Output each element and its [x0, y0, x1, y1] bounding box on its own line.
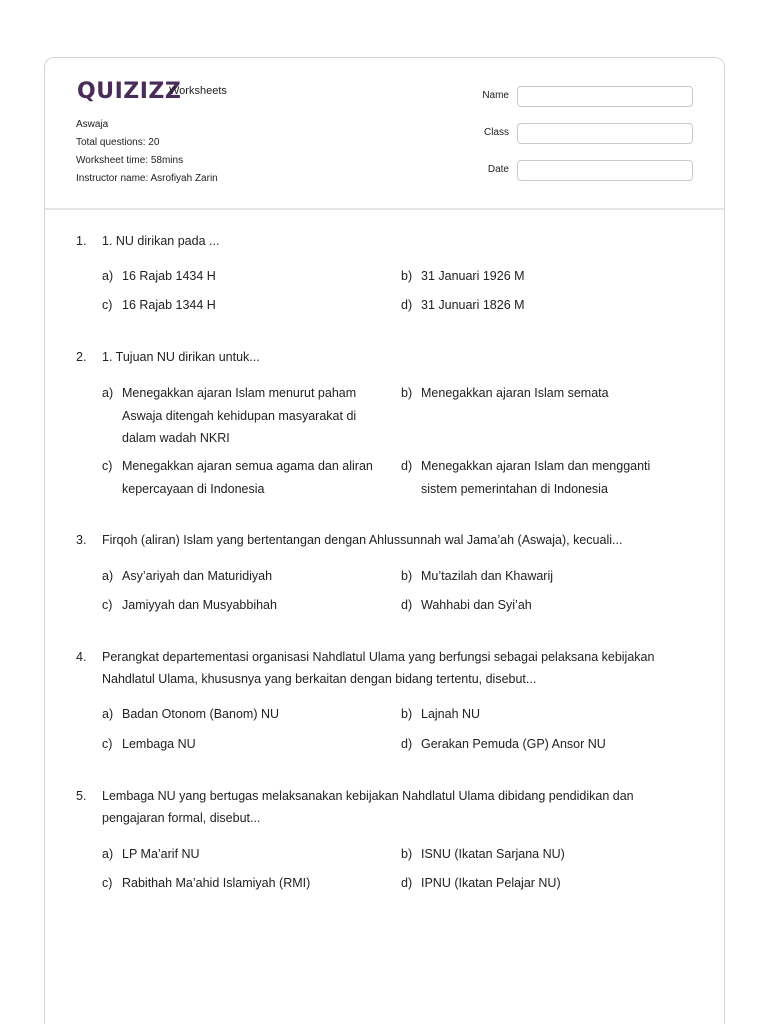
option-a[interactable] [102, 382, 390, 452]
question-number: 5. [76, 789, 87, 803]
worksheet-name: Aswaja [76, 119, 109, 130]
option-letter: b) [401, 269, 413, 283]
brand-wordmark: QUIZIZZ [77, 79, 182, 104]
worksheet-header [45, 58, 724, 210]
option-letter: b) [401, 569, 413, 583]
option-letter: a) [102, 707, 114, 721]
option-letter: a) [102, 569, 114, 583]
question-text: Lembaga NU yang bertugas melaksanakan kebijakan Nahdlatul Ulama dibidang pendidikan dan pengajaran formal, disebut... [102, 789, 634, 825]
option-text: Gerakan Pemuda (GP) Ansor NU [421, 737, 606, 751]
date-label: Date [487, 164, 509, 175]
option-text: Mu’tazilah dan Khawarij [421, 569, 554, 583]
brand-subtitle: Worksheets [169, 85, 227, 97]
option-letter: c) [102, 737, 113, 751]
name-field[interactable] [517, 86, 693, 107]
question-text: Firqoh (aliran) Islam yang bertentangan dengan Ahlussunnah wal Jama’ah (Aswaja), kecuali... [102, 533, 623, 547]
option-text: 16 Rajab 1434 H [122, 269, 216, 283]
option-letter: d) [401, 737, 413, 751]
option-letter: a) [102, 386, 114, 400]
question-number: 1. [76, 234, 87, 248]
date-field[interactable] [517, 160, 693, 181]
option-text: 16 Rajab 1344 H [122, 298, 216, 312]
option-text: Jamiyyah dan Musyabbihah [122, 598, 277, 612]
option-letter: a) [102, 269, 114, 283]
option-text: Asy’ariyah dan Maturidiyah [122, 569, 273, 583]
option-text: Menegakkan ajaran Islam semata [421, 386, 609, 400]
option-letter: c) [102, 298, 113, 312]
question-number: 4. [76, 650, 87, 664]
question-number: 3. [76, 533, 87, 547]
question-text: 1. NU dirikan pada ... [102, 234, 220, 248]
total-questions: Total questions: 20 [76, 137, 160, 148]
option-letter: a) [102, 847, 114, 861]
instructor-name: Instructor name: Asrofiyah Zarin [76, 173, 218, 184]
worksheet [44, 57, 725, 1024]
option-text: Wahhabi dan Syi’ah [421, 598, 532, 612]
question-text: Perangkat departementasi organisasi Nahdlatul Ulama yang berfungsi sebagai pelaksana kebijakan Nahdlatul Ulama, khususnya yang berkaitan dengan bidang tertentu, disebut... [102, 650, 655, 686]
option-letter: b) [401, 707, 413, 721]
option-letter: d) [401, 876, 413, 890]
option-letter: d) [401, 598, 413, 612]
option-text: Lembaga NU [122, 737, 196, 751]
worksheet-meta [76, 116, 218, 188]
class-field[interactable] [517, 123, 693, 144]
option-c[interactable] [102, 455, 392, 501]
worksheet-time: Worksheet time: 58mins [76, 155, 184, 166]
option-letter: c) [102, 598, 113, 612]
option-text: Menegakkan ajaran semua agama dan aliran kepercayaan di Indonesia [122, 459, 373, 496]
option-text: Menegakkan ajaran Islam menurut paham Aswaja ditengah kehidupan masyarakat di dalam wadah NKRI [122, 386, 357, 445]
class-label: Class [483, 127, 509, 138]
option-text: Menegakkan ajaran Islam dan mengganti sistem pemerintahan di Indonesia [421, 459, 651, 496]
option-text: 31 Junuari 1826 M [421, 298, 525, 312]
option-letter: d) [401, 459, 413, 473]
name-label: Name [482, 90, 509, 101]
quizizz-logo [77, 79, 181, 105]
question-text: 1. Tujuan NU dirikan untuk... [102, 350, 260, 364]
option-text: Lajnah NU [421, 707, 481, 721]
option-text: 31 Januari 1926 M [421, 269, 525, 283]
option-text: IPNU (Ikatan Pelajar NU) [421, 876, 561, 890]
option-text: Badan Otonom (Banom) NU [122, 707, 280, 721]
question-number: 2. [76, 350, 87, 364]
option-letter: b) [401, 386, 413, 400]
option-letter: b) [401, 847, 413, 861]
option-letter: d) [401, 298, 413, 312]
option-text: Rabithah Ma’ahid Islamiyah (RMI) [122, 876, 311, 890]
option-text: ISNU (Ikatan Sarjana NU) [421, 847, 565, 861]
option-letter: c) [102, 876, 113, 890]
option-letter: c) [102, 459, 113, 473]
option-text: LP Ma’arif NU [122, 847, 200, 861]
option-d[interactable] [401, 455, 681, 501]
